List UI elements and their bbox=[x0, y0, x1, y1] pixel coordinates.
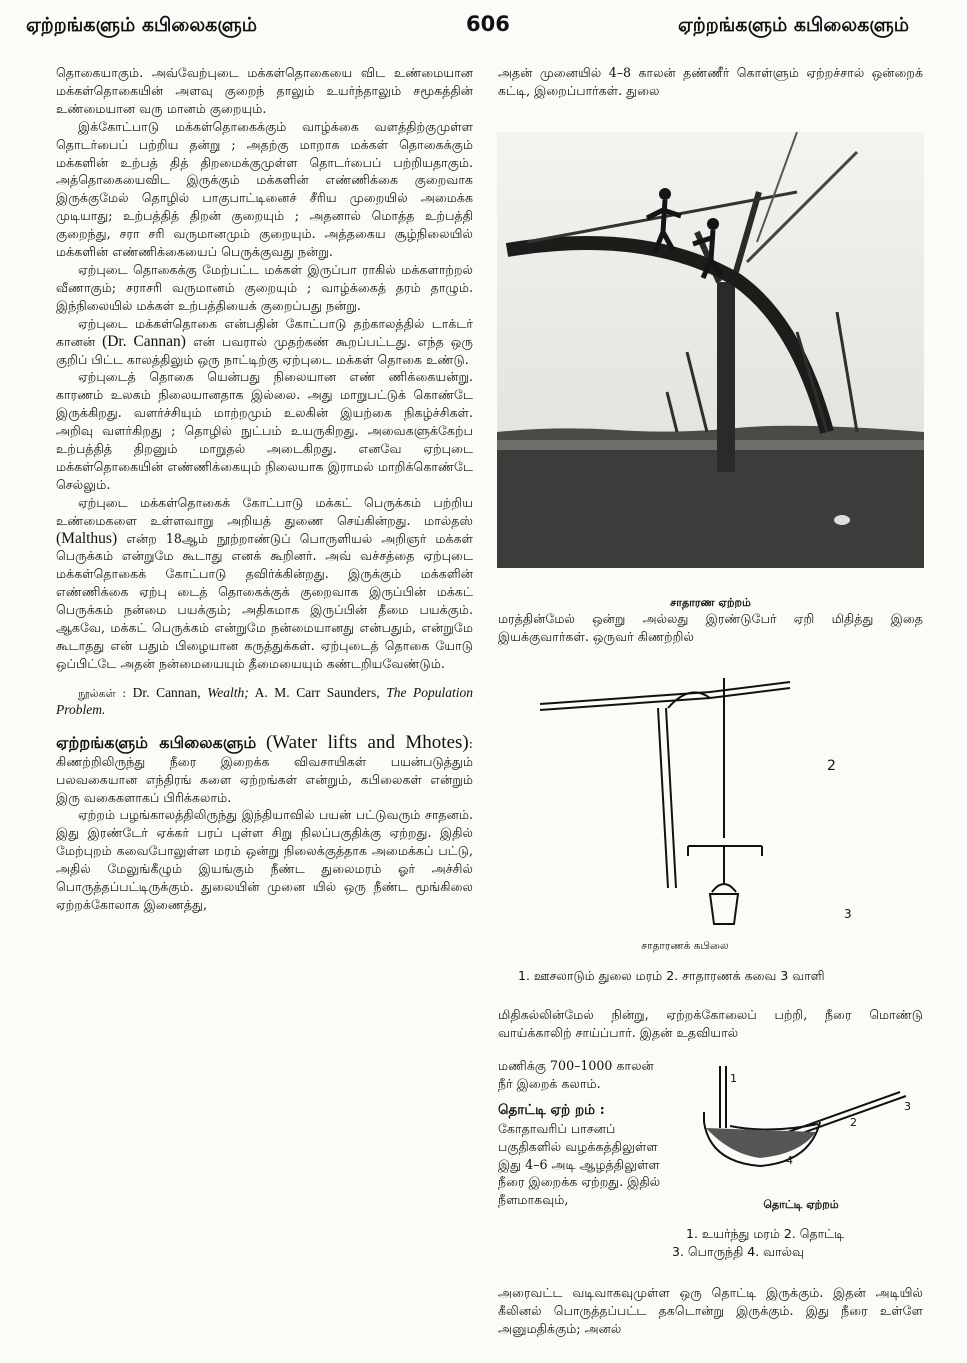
right-column-lower bbox=[498, 1006, 923, 1042]
paragraph: மரத்தின்மேல் ஒன்று அல்லது இரண்டுபேர் ஏறி மிதித்து இதை இயக்குவார்கள். ஒருவர் கிணற்றில் bbox=[498, 611, 923, 644]
paragraph: அரைவட்ட வடிவாகவுமுள்ள ஒரு தொட்டி இருக்கும். இதன் அடியில் கீலினல் பொருத்தப்பட்ட தகடொன்று இருக்கும். இது நீரை உள்ளே அனுமதிக்கும்; அனல் bbox=[498, 1285, 923, 1336]
paragraph: மணிக்கு 700–1000 காலன் நீர் இறைக் கலாம். bbox=[498, 1058, 654, 1091]
right-column-bottom bbox=[498, 1284, 923, 1338]
paragraph: ஏற்புடை மக்கள்தொகை என்பதின் கோட்பாடு தற்காலத்தில் டாக்டர் கானன் (Dr. Cannan) என் பவரால் முதற்கண் கூறப்பட்டது. எந்த ஒரு குறிப் பிட்ட காலத்திலும் ஒரு நாட்டிற்கு ஏற்புடை மக்கள் தொகை உண்டு. bbox=[56, 315, 473, 367]
kabilai-diagram bbox=[540, 678, 920, 932]
running-head-right: ஏற்றங்களும் கபிலைகளும் bbox=[678, 14, 910, 36]
page-number: 606 bbox=[466, 12, 510, 36]
label-1: 1 bbox=[730, 1072, 737, 1085]
label-4: 4 bbox=[786, 1154, 793, 1167]
right-narrow-column bbox=[498, 1057, 664, 1209]
water-lift-photo bbox=[497, 132, 924, 568]
paragraph: தொட்டி ஏற் றம் : கோதாவரிப் பாசனப் பகுதிகளில் வழக்கத்திலுள்ள இது 4–6 அடி ஆழத்திலுள்ள நீரை இறைக்க ஏற்றது. இதில் நீளமாகவும், bbox=[498, 1101, 661, 1208]
right-column-top bbox=[498, 64, 923, 100]
section-heading-english: (Water lifts and Mhotes) bbox=[265, 731, 469, 753]
paragraph: ஏற்றம் பழங்காலத்திலிருந்து இந்தியாவில் பயன் பட்டுவரும் சாதனம். இது இரண்டேர் ஏக்கர் பரப் புள்ள சிறு நிலப்பகுதிக்கு ஏற்றது. இதில் மேற்புறம் கவைபோலுள்ள மரம் ஒன்று நிலைக்குத்தாக அமைக்கப் பட்டு, அதில் மேலுங்கீழும் இயங்கும் நீண்ட துலைமரம் ஓர் அச்சில் பொருத்தப்பட்டிருக்கும். துலையின் முனை யில் ஒரு நீண்ட மூங்கிலை ஏற்றக்கோலாக இணைத்து, bbox=[56, 807, 473, 912]
paragraph: மிதிகல்லின்மேல் நின்று, ஏற்றக்கோலைப் பற்றி, நீரை மொண்டு வாய்க்காலிற் சாய்ப்பார். இதன் உதவியால் bbox=[498, 1007, 923, 1040]
kabilai-legend: 1. ஊசலாடும் துலை மரம் 2. சாதாரணக் கவை 3 வாளி bbox=[518, 968, 825, 983]
paragraph: ஏற்புடை மக்கள்தொகைக் கோட்பாடு மக்கட் பெருக்கம் பற்றிய உண்மைகளை உள்ளவாறு அறியத் துணை செய்கின்றது. மால்தஸ் (Malthus) என்ற 18ஆம் நூற்றாண்டுப் பொருளியல் அறிஞர் மக்கள் பெருக்கம் என்றுமே கூடாது எனக் கூறினர். அவ் வச்சத்தை ஏற்புடை மக்கள்தொகைக் கோட்பாடு தவிர்க்கின்றது. இருக்கும் மக்களின் எண்ணிக்கை ஏற்பு டைத் தொகைக்குக் குறைவாக இருப்பின் மக்கட் பெருக்கம் நன்மை பயக்கும்; அதிகமாக இருப்பின் தீமை பயக்கும். ஆகவே, மக்கட் பெருக்கம் என்றுமே நன்மையானது என்பதும், என்றுமே கூடாதது என் பதும் பிழையான கருத்துக்கள். ஏற்புடைத் தொகை யோடு ஒப்பிட்டே அதன் நன்மையையும் தீமையையும் கண்டறியவேண்டும். bbox=[56, 494, 473, 671]
label-3: 3 bbox=[904, 1100, 911, 1113]
paragraph: ஏற்புடை தொகைக்கு மேற்பட்ட மக்கள் இருப்பா ராகில் மக்களாற்றல் வீணாகும்; சராசரி வருமானம் குறையும் ; வாழ்க்கைத் தரம் தாழும். இந்நிலையில் மக்கள் உற்பத்தியைக் குறைப்பது நன்று. bbox=[56, 261, 473, 313]
thotti-caption: தொட்டி ஏற்றம் bbox=[763, 1198, 839, 1211]
thotti-legend-1: 1. உயர்ந்து மரம் 2. தொட்டி bbox=[686, 1226, 845, 1241]
running-head-left: ஏற்றங்களும் கபிலைகளும் bbox=[26, 14, 258, 36]
paragraph: அதன் முனையில் 4–8 காலன் தண்ணீர் கொள்ளும் ஏற்றச்சால் ஒன்றைக் கட்டி, இறைப்பார்கள். துலை bbox=[498, 65, 923, 98]
references: நூல்கள் : Dr. Cannan, Wealth; A. M. Carr Saunders, The Population Problem. bbox=[56, 684, 474, 717]
paragraph: ஏற்புடைத் தொகை யென்பது நிலையான எண் ணிக்கையன்று. காரணம் உலகம் நிலையானதாக இல்லை. அது மாறுபட்டுக் கொண்டே இருக்கிறது. வளர்ச்சியும் மாற்றமும் உலகின் இயற்கை நிகழ்ச்சிகள். அறிவு வளர்கிறது ; தொழில் நுட்பம் உயருகிறது. அவைகளுக்கேற்ப உற்பத்தித் திறனும் மாறுதல் அடைகிறது. எனவே ஏற்புடை மக்கள்தொகையின் எண்ணிக்கையும் நிலையாக இராமல் மாறிக்கொண்டே செல்லும். bbox=[56, 369, 473, 492]
paragraph: தொகையாகும். அவ்வேற்புடை மக்கள்தொகையை விட உண்மையான மக்கள்தொகையின் அளவு குறைந் தாலும் உயர்ந்தாலும் சமூகத்தின் உண்மையான வரு மானம் குறையும். bbox=[56, 65, 473, 116]
right-column-mid bbox=[498, 610, 923, 646]
photo-caption: சாதாரண ஏற்றம் bbox=[670, 596, 751, 609]
thotti-legend-2: 3. பொருந்தி 4. வால்வு bbox=[672, 1244, 805, 1259]
label-3: 3 bbox=[844, 907, 852, 921]
label-2: 2 bbox=[850, 1116, 857, 1129]
kabilai-caption: சாதாரணக் கபிலை bbox=[641, 940, 729, 952]
section-entry: ஏற்றங்களும் கபிலைகளும் (Water lifts and Mhotes): கிணற்றிலிருந்து நீரை இறைக்க விவசாயிகள் பயன்படுத்தும் பலவகையான எந்திரங் களை ஏற்றங்கள் என்றும், கபிலைகள் என்றும் இரு வகைகளாகப் பிரிக்கலாம். bbox=[56, 731, 473, 805]
section-heading: ஏற்றங்களும் கபிலைகளும் bbox=[56, 732, 257, 752]
paragraph: இக்கோட்பாடு மக்கள்தொகைக்கும் வாழ்க்கை வளத்திற்குமுள்ள தொடர்பைப் பற்றிய தன்று ; அதற்கு மாறாக மக்கள் தொகைக்கும் மக்களின் உற்பத் தித் திறமைக்குமுள்ள தொடர்பைப் பற்றியதாகும். அத்தொகையைவிட இருக்கும் மக்களின் எண்ணிக்கை குறைவாக இருக்குமேல் தொழில் பாகுபாட்டினைச் சீரிய முறையில் அமைக்க முடியாது; உற்பத்தித் திறன் குறையும் ; அதனால் மொத்த உற்பத்தி குறைந்து, சரா சரி வருமானமும் குறையும். அத்தகைய சூழ்நிலையில் மக்களின் எண்ணிக்கையைப் பெருக்குவது நன்று. bbox=[56, 118, 473, 260]
left-column bbox=[56, 64, 473, 914]
label-1: 2 bbox=[827, 758, 836, 774]
thotti-diagram bbox=[700, 1062, 918, 1172]
